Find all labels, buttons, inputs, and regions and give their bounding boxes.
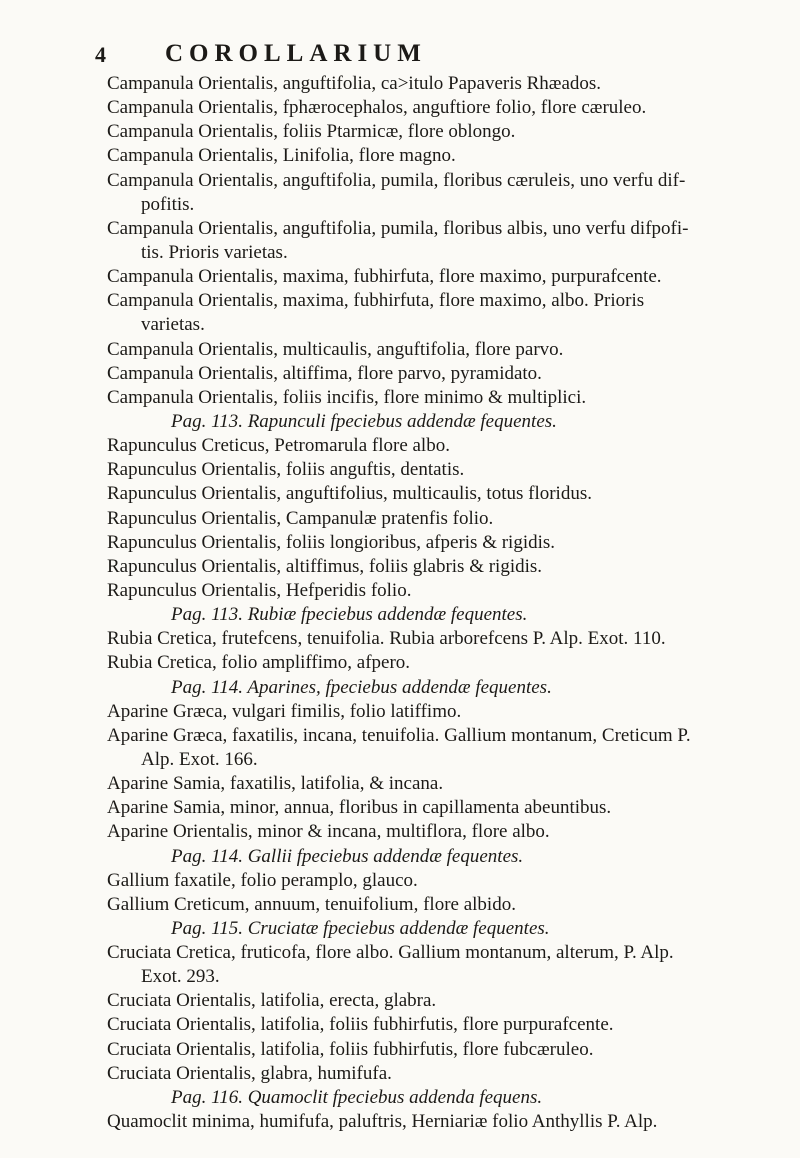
entry-line: Cruciata Orientalis, latifolia, erecta, glabra.: [107, 990, 437, 1012]
entry-continuation: Exot. 293.: [141, 966, 220, 988]
entry-line: Rubia Cretica, frutefcens, tenuifolia. Rubia arborefcens P. Alp. Exot. 110.: [107, 628, 666, 650]
entry-line: Rapunculus Orientalis, Campanulæ pratenfis folio.: [107, 507, 494, 529]
section-heading: Pag. 114. Gallii fpeciebus addendæ fequentes.: [171, 845, 524, 867]
entry-line: Campanula Orientalis, maxima, fubhirfuta, flore maximo, albo. Prioris: [107, 290, 645, 312]
entry-line: Campanula Orientalis, fphærocephalos, anguftiore folio, flore cæruleo.: [107, 97, 647, 119]
entry-line: Aparine Græca, vulgari fimilis, folio latiffimo.: [107, 700, 462, 722]
entry-line: Campanula Orientalis, maxima, fubhirfuta, flore maximo, purpurafcente.: [107, 266, 662, 288]
entry-line: Rapunculus Orientalis, foliis anguftis, dentatis.: [107, 459, 465, 481]
entry-line: Campanula Orientalis, anguftifolia, pumila, floribus cæruleis, uno verfu dif-: [107, 169, 686, 191]
entry-continuation: tis. Prioris varietas.: [141, 241, 288, 263]
section-heading: Pag. 116. Quamoclit fpeciebus addenda fequens.: [171, 1086, 543, 1108]
section-heading: Pag. 114. Aparines, fpeciebus addendæ fequentes.: [171, 676, 552, 698]
entry-line: Rapunculus Orientalis, Hefperidis folio.: [107, 579, 412, 601]
page-number: 4: [95, 42, 106, 67]
section-heading: Pag. 113. Rapunculi fpeciebus addendæ fequentes.: [171, 410, 557, 432]
entry-line: Campanula Orientalis, anguftifolia, pumila, floribus albis, uno verfu difpofi-: [107, 217, 689, 239]
entry-line: Rapunculus Orientalis, altiffimus, foliis glabris & rigidis.: [107, 555, 543, 577]
entry-line: Aparine Samia, minor, annua, floribus in capillamenta abeuntibus.: [107, 797, 612, 819]
entry-line: Campanula Orientalis, Linifolia, flore magno.: [107, 145, 456, 167]
entry-line: Campanula Orientalis, foliis Ptarmicæ, flore oblongo.: [107, 121, 516, 143]
entry-continuation: Alp. Exot. 166.: [141, 748, 258, 770]
entry-line: Campanula Orientalis, multicaulis, anguftifolia, flore parvo.: [107, 338, 564, 360]
entry-continuation: varietas.: [141, 314, 205, 336]
entry-line: Aparine Græca, faxatilis, incana, tenuifolia. Gallium montanum, Creticum P.: [107, 724, 691, 746]
entry-line: Aparine Samia, faxatilis, latifolia, & incana.: [107, 773, 444, 795]
entry-line: Rapunculus Creticus, Petromarula flore albo.: [107, 435, 450, 457]
entry-line: Campanula Orientalis, altiffima, flore parvo, pyramidato.: [107, 362, 542, 384]
entry-line: Rapunculus Orientalis, foliis longioribus, afperis & rigidis.: [107, 531, 556, 553]
entry-line: Rapunculus Orientalis, anguftifolius, multicaulis, totus floridus.: [107, 483, 592, 505]
entry-line: Rubia Cretica, folio ampliffimo, afpero.: [107, 652, 411, 674]
entry-line: Campanula Orientalis, anguftifolia, ca>itulo Papaveris Rhæados.: [107, 73, 602, 94]
entry-line: Cruciata Orientalis, latifolia, foliis fubhirfutis, flore fubcæruleo.: [107, 1038, 594, 1060]
page-header: [95, 40, 705, 70]
section-heading: Pag. 115. Cruciatæ fpeciebus addendæ fequentes.: [171, 917, 550, 939]
entry-line: Aparine Orientalis, minor & incana, multiflora, flore albo.: [107, 821, 550, 843]
section-heading: Pag. 113. Rubiæ fpeciebus addendæ fequentes.: [171, 604, 528, 626]
entry-line: Gallium Creticum, annuum, tenuifolium, flore albido.: [107, 893, 516, 915]
entry-line: Gallium faxatile, folio peramplo, glauco.: [107, 869, 418, 891]
page-body: [107, 72, 767, 1134]
entry-line: Campanula Orientalis, foliis incifis, flore minimo & multiplici.: [107, 386, 587, 408]
entry-line: Cruciata Orientalis, latifolia, foliis fubhirfutis, flore purpurafcente.: [107, 1014, 614, 1036]
entry-line: Cruciata Cretica, fruticofa, flore albo. Gallium montanum, alterum, P. Alp.: [107, 942, 674, 964]
entry-line: Quamoclit minima, humifufa, paluftris, Herniariæ folio Anthyllis P. Alp.: [107, 1111, 658, 1133]
running-head: COROLLARIUM: [165, 40, 427, 67]
entry-line: Cruciata Orientalis, glabra, humifufa.: [107, 1062, 392, 1084]
entry-continuation: pofitis.: [141, 193, 195, 215]
